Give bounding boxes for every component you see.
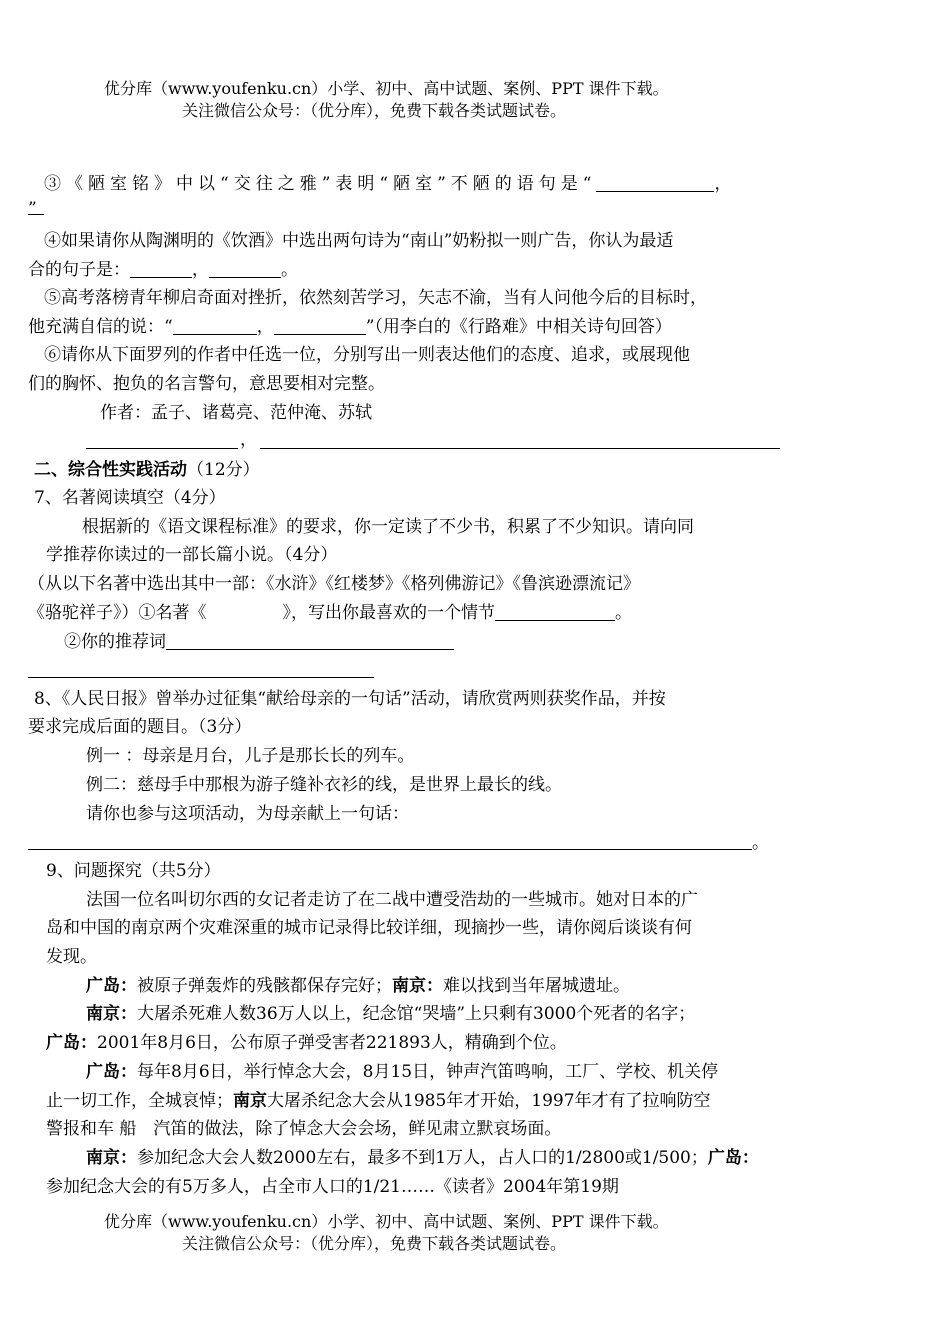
q8-p2: 要求完成后面的题目。（3分） bbox=[28, 717, 252, 737]
q9-p3: 发现。 bbox=[46, 947, 97, 967]
q7-book-prompt: 《骆驼祥子》）①名著《 bbox=[28, 603, 207, 623]
footer-line-2: 关注微信公众号：（优分库），免费下载各类试题试卷。 bbox=[182, 1234, 567, 1253]
underline bbox=[28, 214, 44, 215]
q9-line-6: 警报和车 船 汽笛的做法，除了悼念大会会场，鲜见肃立默哀场面。 bbox=[46, 1119, 562, 1139]
footer-line-1: 优分库（www.youfenku.cn）小学、初中、高中试题、案例、PPT 课件下载。 bbox=[104, 1212, 669, 1231]
period: 。 bbox=[281, 260, 298, 280]
q9-text: 难以找到当年屠城遗址。 bbox=[443, 976, 630, 996]
period: 。 bbox=[615, 603, 632, 623]
q6-authors: 作者：孟子、诸葛亮、范仲淹、苏轼 bbox=[100, 403, 372, 423]
answer-line[interactable] bbox=[28, 849, 752, 850]
q7-p4 bbox=[28, 602, 632, 624]
q9-text: 2001年8月6日，公布原子弹受害者221893人，精确到个位。 bbox=[97, 1033, 567, 1053]
q8-example-1: 例一 ：母亲是月台，儿子是那长长的列车。 bbox=[86, 746, 415, 766]
answer-blank[interactable] bbox=[596, 175, 714, 192]
q6-item6-line1: ⑥请你从下面罗列的作者中任选一位，分别写出一则表达他们的态度、追求，或展现他 bbox=[44, 345, 690, 365]
q7-p5 bbox=[64, 631, 454, 653]
label-nanjing: 南京： bbox=[86, 1004, 137, 1024]
q7-plot-prompt: 》，写出你最喜欢的一个情节 bbox=[282, 603, 495, 623]
label-hiroshima: 广岛： bbox=[46, 1033, 97, 1053]
answer-line[interactable] bbox=[28, 677, 374, 678]
q9-line-7 bbox=[86, 1147, 759, 1169]
answer-blank[interactable] bbox=[274, 318, 366, 335]
q9-p1: 法国一位名叫切尔西的女记者走访了在二战中遭受浩劫的一些城市。她对日本的广 bbox=[86, 890, 698, 910]
q7-title: 7、名著阅读填空（4分） bbox=[34, 488, 226, 508]
q9-line-2 bbox=[86, 1003, 695, 1025]
q8-example-2: 例二：慈母手中那根为游子缝补衣衫的线，是世界上最长的线。 bbox=[86, 775, 562, 795]
q9-text: 止一切工作，全城哀悼； bbox=[46, 1091, 233, 1111]
answer-blank[interactable] bbox=[495, 604, 615, 621]
q6-item3-closequote bbox=[28, 198, 37, 220]
q8-p1: 8、《人民日报》曾举办过征集“献给母亲的一句话”活动，请欣赏两则获奖作品，并按 bbox=[34, 689, 666, 709]
q6-item6-line2: 们的胸怀、抱负的名言警句，意思要相对完整。 bbox=[28, 374, 385, 394]
q6-item5-prompt: 他充满自信的说：“ bbox=[28, 317, 173, 337]
q9-text: 每年8月6日，举行悼念大会，8月15日，钟声汽笛鸣响，工厂、学校、机关停 bbox=[137, 1062, 719, 1082]
answer-line[interactable] bbox=[260, 448, 780, 449]
q6-item4-prompt: 合的句子是： bbox=[28, 260, 130, 280]
header-line-1: 优分库（www.youfenku.cn）小学、初中、高中试题、案例、PPT 课件下载。 bbox=[104, 79, 669, 98]
section-2-title: 二、综合性实践活动 bbox=[34, 460, 187, 480]
close-quote: ” bbox=[28, 199, 37, 219]
label-hiroshima: 广岛： bbox=[707, 1148, 759, 1168]
header-line-2: 关注微信公众号：（优分库），免费下载各类试题试卷。 bbox=[182, 101, 567, 120]
answer-blank[interactable] bbox=[173, 318, 257, 335]
q9-text: 大屠杀死难人数36万人以上，纪念馆“哭墙”上只剩有3000个死者的名字； bbox=[137, 1004, 696, 1024]
q6-item4-line1: ④如果请你从陶渊明的《饮酒》中选出两句诗为“南山”奶粉拟一则广告，你认为最适 bbox=[44, 231, 674, 251]
comma: ， bbox=[192, 260, 209, 280]
label-nanjing: 南京： bbox=[86, 1148, 137, 1168]
q6-item3-comma: ， bbox=[714, 174, 737, 194]
q9-line-8: 参加纪念大会的有5万多人，占全市人口的1/21……《读者》2004年第19期 bbox=[46, 1177, 619, 1197]
answer-blank[interactable] bbox=[130, 261, 192, 278]
q9-p2: 岛和中国的南京两个灾难深重的城市记录得比较详细，现摘抄一些，请你阅后谈谈有何 bbox=[46, 918, 692, 938]
answer-line[interactable] bbox=[86, 448, 238, 449]
answer-blank[interactable] bbox=[209, 261, 281, 278]
q9-line-4 bbox=[86, 1061, 718, 1083]
q7-p3: （从以下名著中选出其中一部：《水浒》《红楼梦》《格列佛游记》《鲁滨逊漂流记》 bbox=[28, 574, 640, 594]
q9-line-5 bbox=[46, 1090, 711, 1112]
q7-p2: 学推荐你读过的一部长篇小说。（4分） bbox=[46, 545, 338, 565]
q9-text: 被原子弹轰炸的残骸都保存完好； bbox=[137, 976, 392, 996]
q9-text: 大屠杀纪念大会从1985年才开始，1997年才有了拉响防空 bbox=[267, 1091, 711, 1111]
label-nanjing: 南京 bbox=[233, 1091, 267, 1111]
q9-line-1 bbox=[86, 975, 630, 997]
comma: ， bbox=[256, 317, 274, 337]
q7-p1: 根据新的《语文课程标准》的要求，你一定读了不少书，积累了不少知识。请向同 bbox=[82, 517, 694, 537]
label-hiroshima: 广岛： bbox=[86, 1062, 137, 1082]
q8-p3: 请你也参与这项活动，为母亲献上一句话： bbox=[86, 804, 409, 824]
q6-item4-line2 bbox=[28, 259, 298, 281]
q9-line-3 bbox=[46, 1032, 567, 1054]
section-2-heading bbox=[34, 459, 260, 481]
answer-blank[interactable] bbox=[166, 633, 454, 650]
section-2-score: （12分） bbox=[187, 460, 260, 480]
q6-item3-line bbox=[44, 173, 736, 195]
q7-recommend-prompt: ②你的推荐词 bbox=[64, 632, 166, 652]
q6-item5-line1: ⑤高考落榜青年柳启奇面对挫折，依然刻苦学习，矢志不渝，当有人问他今后的目标时， bbox=[44, 288, 707, 308]
q9-text: 参加纪念大会人数2000左右，最多不到1万人，占人口的1/2800或1/500； bbox=[137, 1148, 708, 1168]
label-nanjing: 南京： bbox=[392, 976, 443, 996]
q6-item3-text: ③《陋室铭》中以“交往之雅”表明“陋室”不陋的语句是“ bbox=[44, 174, 597, 194]
q9-title: 9、问题探究（共5分） bbox=[46, 861, 221, 881]
period: 。 bbox=[752, 833, 769, 853]
q6-item5-note: ”（用李白的《行路难》中相关诗句回答） bbox=[365, 317, 672, 337]
q6-item5-line2 bbox=[28, 316, 672, 338]
comma: ， bbox=[240, 430, 257, 450]
label-hiroshima: 广岛： bbox=[86, 976, 137, 996]
